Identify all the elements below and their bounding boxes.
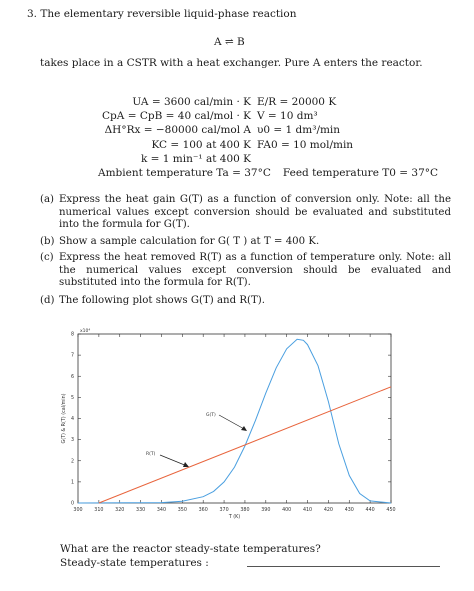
part-label: (c) xyxy=(40,252,54,263)
parameter-left: KC = 100 at 400 K xyxy=(151,138,251,151)
series-line-rt xyxy=(99,387,391,503)
annotation-gt-arrow xyxy=(219,415,246,430)
parameter-right: E/R = 20000 K xyxy=(257,96,337,108)
answer-label: Steady-state temperatures : xyxy=(60,557,209,569)
x-tick-label: 360 xyxy=(198,508,208,513)
x-tick-label: 350 xyxy=(177,508,187,513)
parameter-right: Feed temperature T0 = 37°C xyxy=(282,167,439,180)
y-tick-label: 3 xyxy=(70,438,74,444)
x-tick-label: 370 xyxy=(219,508,229,513)
series-line-gt xyxy=(78,339,391,503)
parameter-left: UA = 3600 cal/min · K xyxy=(132,96,251,108)
parameter-left: k = 1 min⁻¹ at 400 K xyxy=(140,152,251,165)
x-tick-label: 430 xyxy=(344,508,354,513)
x-tick-label: 310 xyxy=(94,508,104,513)
steady-state-question: What are the reactor steady-state temperatures? xyxy=(60,543,321,555)
x-axis-label: T (K) xyxy=(228,515,241,520)
answer-blank-line[interactable] xyxy=(247,566,440,567)
problem-intro: takes place in a CSTR with a heat exchanger. Pure A enters the reactor. xyxy=(40,57,423,69)
y-tick-label: 6 xyxy=(70,374,74,380)
problem-heading-text: The elementary reversible liquid-phase reaction xyxy=(40,8,297,20)
parameter-right: FA0 = 10 mol/min xyxy=(257,138,354,151)
y-tick-label: 4 xyxy=(70,417,74,423)
x-tick-label: 400 xyxy=(282,508,292,513)
part-text: Express the heat gain G(T) as a function of conversion only. Note: all the numerical values except conversion should be evaluated and substituted into the formula for G(T). xyxy=(59,194,451,231)
x-tick-label: 440 xyxy=(365,508,375,513)
x-tick-label: 300 xyxy=(73,508,83,513)
parameter-left: ΔH°Rx = −80000 cal/mol A xyxy=(104,124,251,137)
part-text: Show a sample calculation for G( T ) at T = 400 K. xyxy=(59,236,320,247)
y-tick-label: 1 xyxy=(70,480,74,486)
annotation-gt-label: G(T) xyxy=(206,413,216,418)
parameter-right: υ0 = 1 dm³/min xyxy=(257,124,341,137)
part-text: Express the heat removed R(T) as a function of temperature only. Note: all the numerical values except conversion should be evaluated and substituted into the formula for R(T). xyxy=(59,252,451,289)
parameter-left: CpA = CpB = 40 cal/mol · K xyxy=(102,110,251,123)
part-label: (b) xyxy=(40,236,55,247)
y-tick-label: 5 xyxy=(70,395,74,401)
x-tick-label: 330 xyxy=(136,508,146,513)
reaction-equation: A ⇌ B xyxy=(214,36,245,48)
annotation-rt-arrow xyxy=(160,455,187,466)
annotation-rt-label: R(T) xyxy=(146,452,156,457)
x-tick-label: 380 xyxy=(240,508,250,513)
part-label: (a) xyxy=(40,194,55,205)
y-tick-label: 2 xyxy=(70,459,74,465)
x-tick-label: 410 xyxy=(302,508,313,513)
y-tick-label: 8 xyxy=(70,332,74,338)
x-tick-label: 390 xyxy=(261,508,271,513)
parameter-right: V = 10 dm³ xyxy=(257,110,318,123)
parameter-left: Ambient temperature Ta = 37°C xyxy=(98,167,271,180)
plot-frame xyxy=(78,334,391,503)
y-multiplier-label: x10⁴ xyxy=(80,329,91,334)
x-tick-label: 420 xyxy=(323,508,333,513)
part-label: (d) xyxy=(40,295,55,306)
x-tick-label: 340 xyxy=(156,508,167,513)
annotation-gt-arrowhead xyxy=(241,426,247,431)
y-tick-label: 7 xyxy=(70,353,74,359)
y-tick-label: 0 xyxy=(70,501,74,507)
problem-number: 3. xyxy=(27,8,38,20)
y-axis-label: G(T) & R(T) (cal/min) xyxy=(62,393,67,444)
x-tick-label: 450 xyxy=(386,508,396,513)
part-text: The following plot shows G(T) and R(T). xyxy=(59,295,265,306)
x-tick-label: 320 xyxy=(115,508,125,513)
